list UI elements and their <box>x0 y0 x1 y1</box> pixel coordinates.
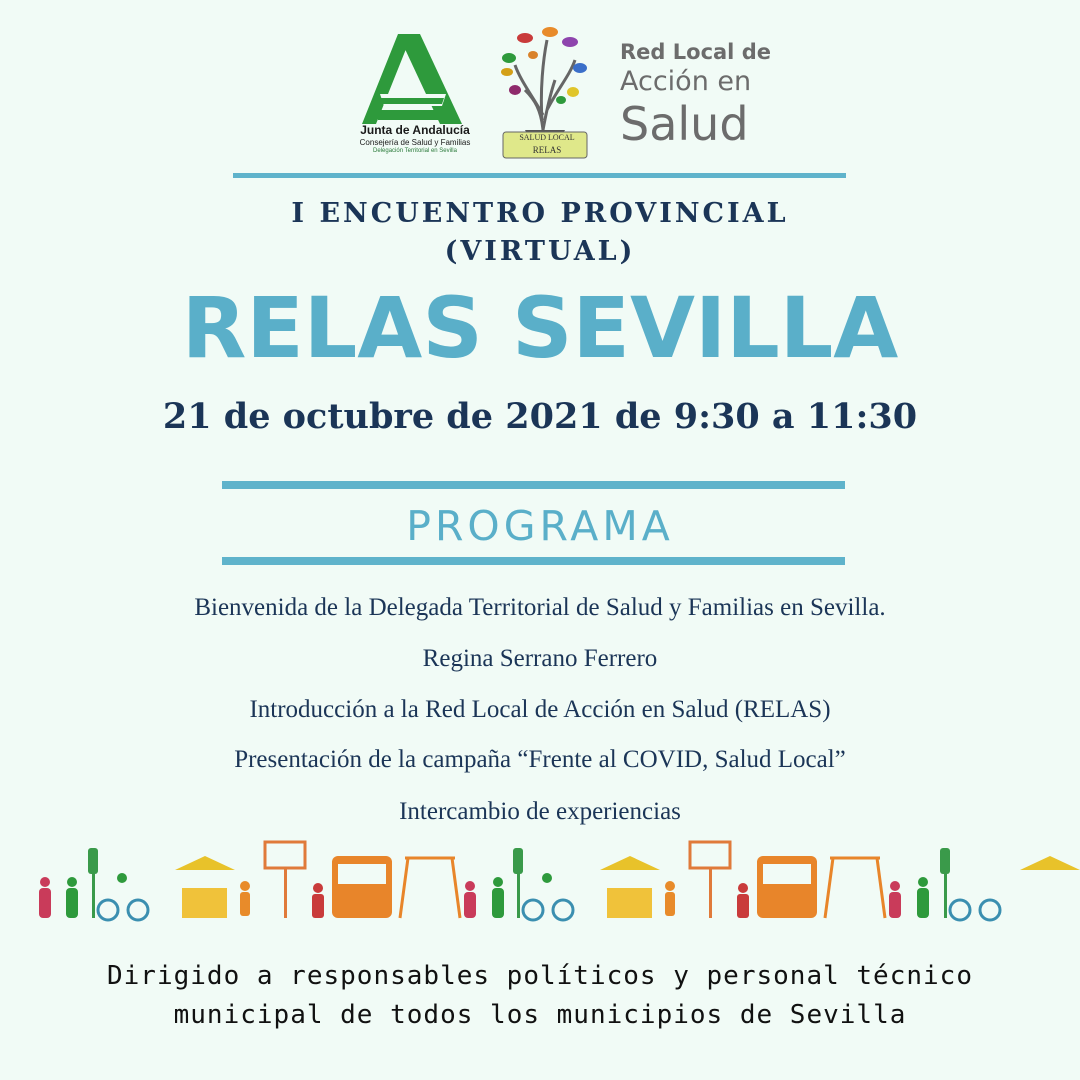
relas-line1: Red Local de <box>620 40 771 64</box>
divider-programa-top <box>222 481 845 489</box>
event-date: 21 de octubre de 2021 de 9:30 a 11:30 <box>162 396 918 437</box>
divider-top <box>233 173 846 178</box>
relas-wordmark <box>620 38 771 150</box>
tree-label-top: SALUD LOCAL <box>519 133 575 142</box>
program-item: Intercambio de experiencias <box>399 798 681 825</box>
program-heading: PROGRAMA <box>406 502 674 550</box>
tree-label-bottom: RELAS <box>532 145 562 155</box>
relas-line3: Salud <box>620 97 749 151</box>
program-item: Presentación de la campaña “Frente al COVID, Salud Local” <box>234 746 846 773</box>
footer-line2: municipal de todos los municipios de Sevilla <box>173 1000 907 1030</box>
event-title: RELAS SEVILLA <box>181 279 899 377</box>
program-item: Bienvenida de la Delegada Territorial de Salud y Familias en Sevilla. <box>194 594 886 621</box>
program-item: Introducción a la Red Local de Acción en Salud (RELAS) <box>249 696 831 723</box>
strip-pattern-a <box>39 842 504 920</box>
junta-delegacion: Delegación Territorial en Sevilla <box>373 148 457 154</box>
relas-line2: Acción en <box>620 66 752 97</box>
junta-consejeria: Consejería de Salud y Familias <box>359 138 471 147</box>
divider-programa-bottom <box>222 557 845 565</box>
event-subtitle-line1: I ENCUENTRO PROVINCIAL <box>291 198 789 229</box>
junta-name: Junta de Andalucía <box>360 123 470 137</box>
strip-pattern-b <box>513 842 1080 920</box>
city-illustration-strip <box>0 838 1080 928</box>
program-item: Regina Serrano Ferrero <box>422 645 658 672</box>
footer-line1: Dirigido a responsables políticos y personal técnico <box>107 961 973 991</box>
event-subtitle-line2: (VIRTUAL) <box>444 236 636 267</box>
